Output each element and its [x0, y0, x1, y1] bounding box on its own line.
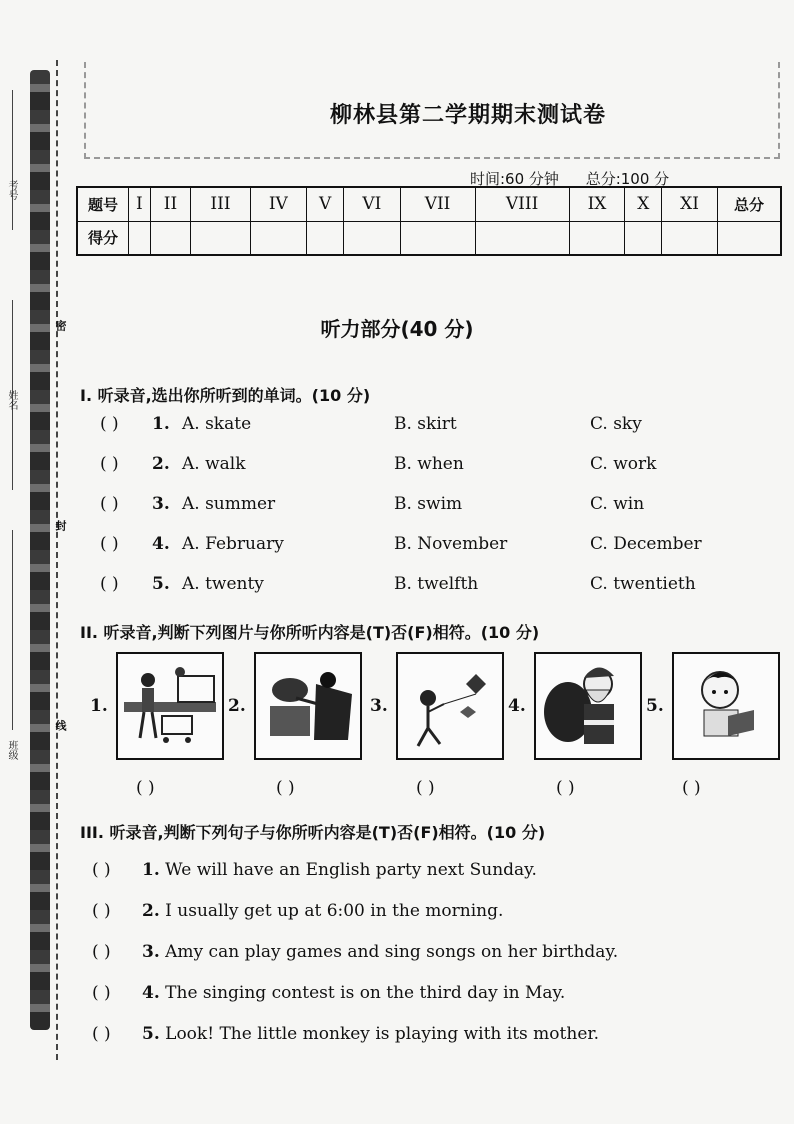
part2-heading: II. 听录音,判断下列图片与你所听内容是(T)否(F)相符。(10 分) — [80, 623, 540, 642]
option-b: B. swim — [394, 494, 463, 514]
answer-blank[interactable]: ( ) — [92, 860, 111, 880]
score-cell[interactable] — [344, 221, 400, 255]
list-item — [92, 942, 618, 962]
part1-heading: I. 听录音,选出你所听到的单词。(10 分) — [80, 386, 371, 405]
question-number: 1. — [142, 860, 160, 880]
option-c: C. sky — [590, 414, 642, 434]
answer-blank[interactable]: ( ) — [556, 778, 575, 798]
side-label-name: 姓名 — [6, 390, 17, 410]
col-header: X — [625, 187, 662, 221]
score-cell[interactable] — [625, 221, 662, 255]
list-item — [100, 574, 780, 600]
col-header: V — [306, 187, 343, 221]
col-header: IV — [250, 187, 306, 221]
answer-blank[interactable]: ( ) — [100, 454, 119, 474]
fill-line — [12, 90, 13, 230]
answer-blank[interactable]: ( ) — [682, 778, 701, 798]
cooking-icon — [254, 652, 362, 760]
question-number: 2. — [142, 901, 160, 921]
kite-flying-icon — [396, 652, 504, 760]
score-cell[interactable] — [569, 221, 625, 255]
answer-blank[interactable]: ( ) — [100, 414, 119, 434]
fill-line — [12, 530, 13, 730]
answer-blank[interactable]: ( ) — [100, 574, 119, 594]
list-item — [92, 860, 537, 880]
picture-number: 5. — [646, 696, 664, 716]
option-c: C. December — [590, 534, 702, 554]
side-label-class: 班级 — [6, 740, 17, 760]
option-c: C. twentieth — [590, 574, 696, 594]
sentence-text: Amy can play games and sing songs on her birthday. — [165, 942, 619, 962]
sentence-text: I usually get up at 6:00 in the morning. — [165, 901, 504, 921]
answer-blank[interactable]: ( ) — [92, 983, 111, 1003]
score-table — [76, 186, 782, 256]
picture-number: 2. — [228, 696, 246, 716]
side-label-exam-number: 考号 — [6, 180, 17, 200]
col-header: III — [191, 187, 250, 221]
score-cell[interactable] — [306, 221, 343, 255]
question-number: 4. — [142, 983, 160, 1003]
col-header: II — [150, 187, 191, 221]
option-b: B. skirt — [394, 414, 457, 434]
col-header-total: 总分 — [718, 187, 782, 221]
picture-number: 1. — [90, 696, 108, 716]
col-header: VIII — [475, 187, 569, 221]
row-label-question: 题号 — [77, 187, 129, 221]
sentence-text: Look! The little monkey is playing with its mother. — [165, 1024, 600, 1044]
option-a: A. twenty — [182, 574, 264, 594]
list-item — [92, 983, 565, 1003]
cut-mark: 密 — [54, 320, 67, 331]
cut-line — [56, 60, 58, 1060]
score-cell[interactable] — [475, 221, 569, 255]
question-number: 3. — [142, 942, 160, 962]
boy-reading-icon — [672, 652, 780, 760]
list-item — [100, 414, 780, 440]
list-item — [92, 1024, 599, 1044]
col-header: VII — [400, 187, 475, 221]
answer-blank[interactable]: ( ) — [100, 494, 119, 514]
question-number: 1. — [152, 414, 170, 434]
question-number: 3. — [152, 494, 170, 514]
answer-blank[interactable]: ( ) — [92, 901, 111, 921]
list-item — [100, 534, 780, 560]
option-b: B. twelfth — [394, 574, 479, 594]
cut-mark: 封 — [54, 520, 67, 531]
picture-number: 4. — [508, 696, 526, 716]
answer-blank[interactable]: ( ) — [92, 942, 111, 962]
col-header: XI — [662, 187, 718, 221]
score-input-row — [77, 221, 781, 255]
col-header: I — [129, 187, 151, 221]
answer-blank[interactable]: ( ) — [100, 534, 119, 554]
part3-heading: III. 听录音,判断下列句子与你所听内容是(T)否(F)相符。(10 分) — [80, 823, 546, 842]
santa-claus-icon — [534, 652, 642, 760]
score-header-row — [77, 187, 781, 221]
exam-time: 时间:60 分钟 — [470, 170, 559, 188]
answer-blank[interactable]: ( ) — [92, 1024, 111, 1044]
page-title: 柳林县第二学期期末测试卷 — [330, 102, 607, 128]
option-b: B. November — [394, 534, 508, 554]
question-number: 5. — [142, 1024, 160, 1044]
score-cell[interactable] — [191, 221, 250, 255]
option-a: A. summer — [182, 494, 276, 514]
shopping-icon — [116, 652, 224, 760]
option-b: B. when — [394, 454, 464, 474]
option-c: C. work — [590, 454, 657, 474]
score-cell[interactable] — [400, 221, 475, 255]
cut-mark: 线 — [54, 720, 67, 731]
option-c: C. win — [590, 494, 645, 514]
score-cell[interactable] — [250, 221, 306, 255]
list-item — [100, 494, 780, 520]
list-item — [100, 454, 780, 480]
answer-blank[interactable]: ( ) — [136, 778, 155, 798]
option-a: A. walk — [182, 454, 246, 474]
exam-total: 总分:100 分 — [585, 170, 670, 188]
score-cell[interactable] — [150, 221, 191, 255]
question-number: 5. — [152, 574, 170, 594]
score-cell[interactable] — [662, 221, 718, 255]
binding-margin — [0, 60, 67, 1060]
option-a: A. skate — [182, 414, 252, 434]
answer-blank[interactable]: ( ) — [416, 778, 435, 798]
picture-row — [90, 652, 780, 762]
answer-blank[interactable]: ( ) — [276, 778, 295, 798]
option-a: A. February — [182, 534, 284, 554]
sentence-text: The singing contest is on the third day in May. — [165, 983, 566, 1003]
question-number: 4. — [152, 534, 170, 554]
picture-number: 3. — [370, 696, 388, 716]
col-header: IX — [569, 187, 625, 221]
score-cell[interactable] — [129, 221, 151, 255]
listening-section-title: 听力部分(40 分) — [320, 317, 474, 341]
list-item — [92, 901, 503, 921]
binding-strip — [30, 70, 50, 1030]
col-header: VI — [344, 187, 400, 221]
row-label-score: 得分 — [77, 221, 129, 255]
score-cell-total[interactable] — [718, 221, 782, 255]
sentence-text: We will have an English party next Sunday. — [165, 860, 537, 880]
question-number: 2. — [152, 454, 170, 474]
